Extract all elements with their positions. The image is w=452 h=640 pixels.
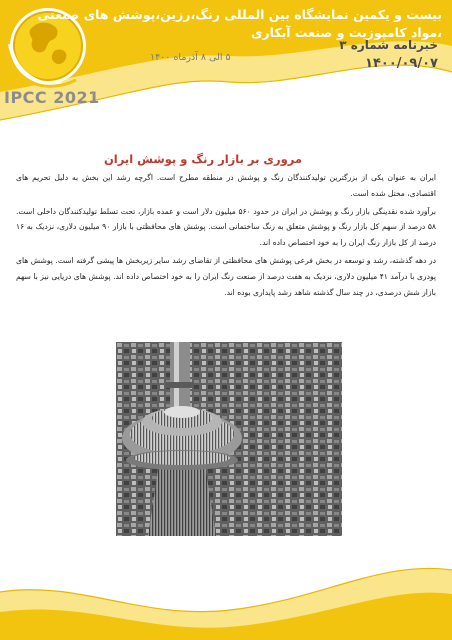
article-paragraph: ایران به عنوان یکی از بزرگترین تولیدکنندگان رنگ و پوشش در منطقه مطرح است. اگرچه رشد این بخش به دلیل تحریم های اقتصادی، مختل شده است. [16, 173, 436, 198]
newsletter-number: خبرنامه شماره ۳ [339, 38, 438, 52]
newsletter-date: ۱۴۰۰/۰۹/۰۷ [365, 56, 438, 71]
article-paragraph: در دهه گذشته، رشد و توسعه در بخش فرعی پوشش های محافظتی از تقاضای رشد سایر زیربخش ها پیشی گرفته است. پوشش های پودری با درآمد ۴۱ میلیون دلاری، نزدیک به هفت درصد از صنعت رنگ ایران را به خود اختصاص داده اند. پوشش های دریایی نیز با سهم بازار شش درصدی، در چند سال گذشته شاهد رشد پایداری بوده اند. [16, 255, 436, 297]
title-line-1: بیست و یکمین نمایشگاه بین المللی رنگ،رزین،پوشش های صنعتی [37, 7, 442, 22]
article-body [16, 170, 436, 302]
logo-text: IPCC 2021 [4, 88, 100, 107]
article-paragraph: برآورد شده نقدینگی بازار رنگ و پوشش در ایران در حدود ۵۶۰ میلیون دلار است و عمده بازار، تحت تسلط تولیدکنندگان داخلی است. ۵۸ درصد از سهم کل بازار رنگ و پوشش متعلق به رنگ ساختمانی است. پوشش های محافظتی با بازار ۹۰ میلیون دلاری، نزدیک به ۱۶ درصد از کل بازار رنگ ایران را به خود اختصاص داده اند. [16, 206, 437, 248]
article-title: مروری بر بازار رنگ و پوشش ایران [103, 152, 302, 166]
title-line-2: ،مواد کامپوزیت و صنعت آبکاری [250, 25, 442, 40]
exhibition-title [37, 6, 442, 42]
event-dates: ۵ الی ۸ آذرماه ۱۴۰۰ [150, 52, 231, 63]
footer-wave-background [0, 500, 452, 640]
